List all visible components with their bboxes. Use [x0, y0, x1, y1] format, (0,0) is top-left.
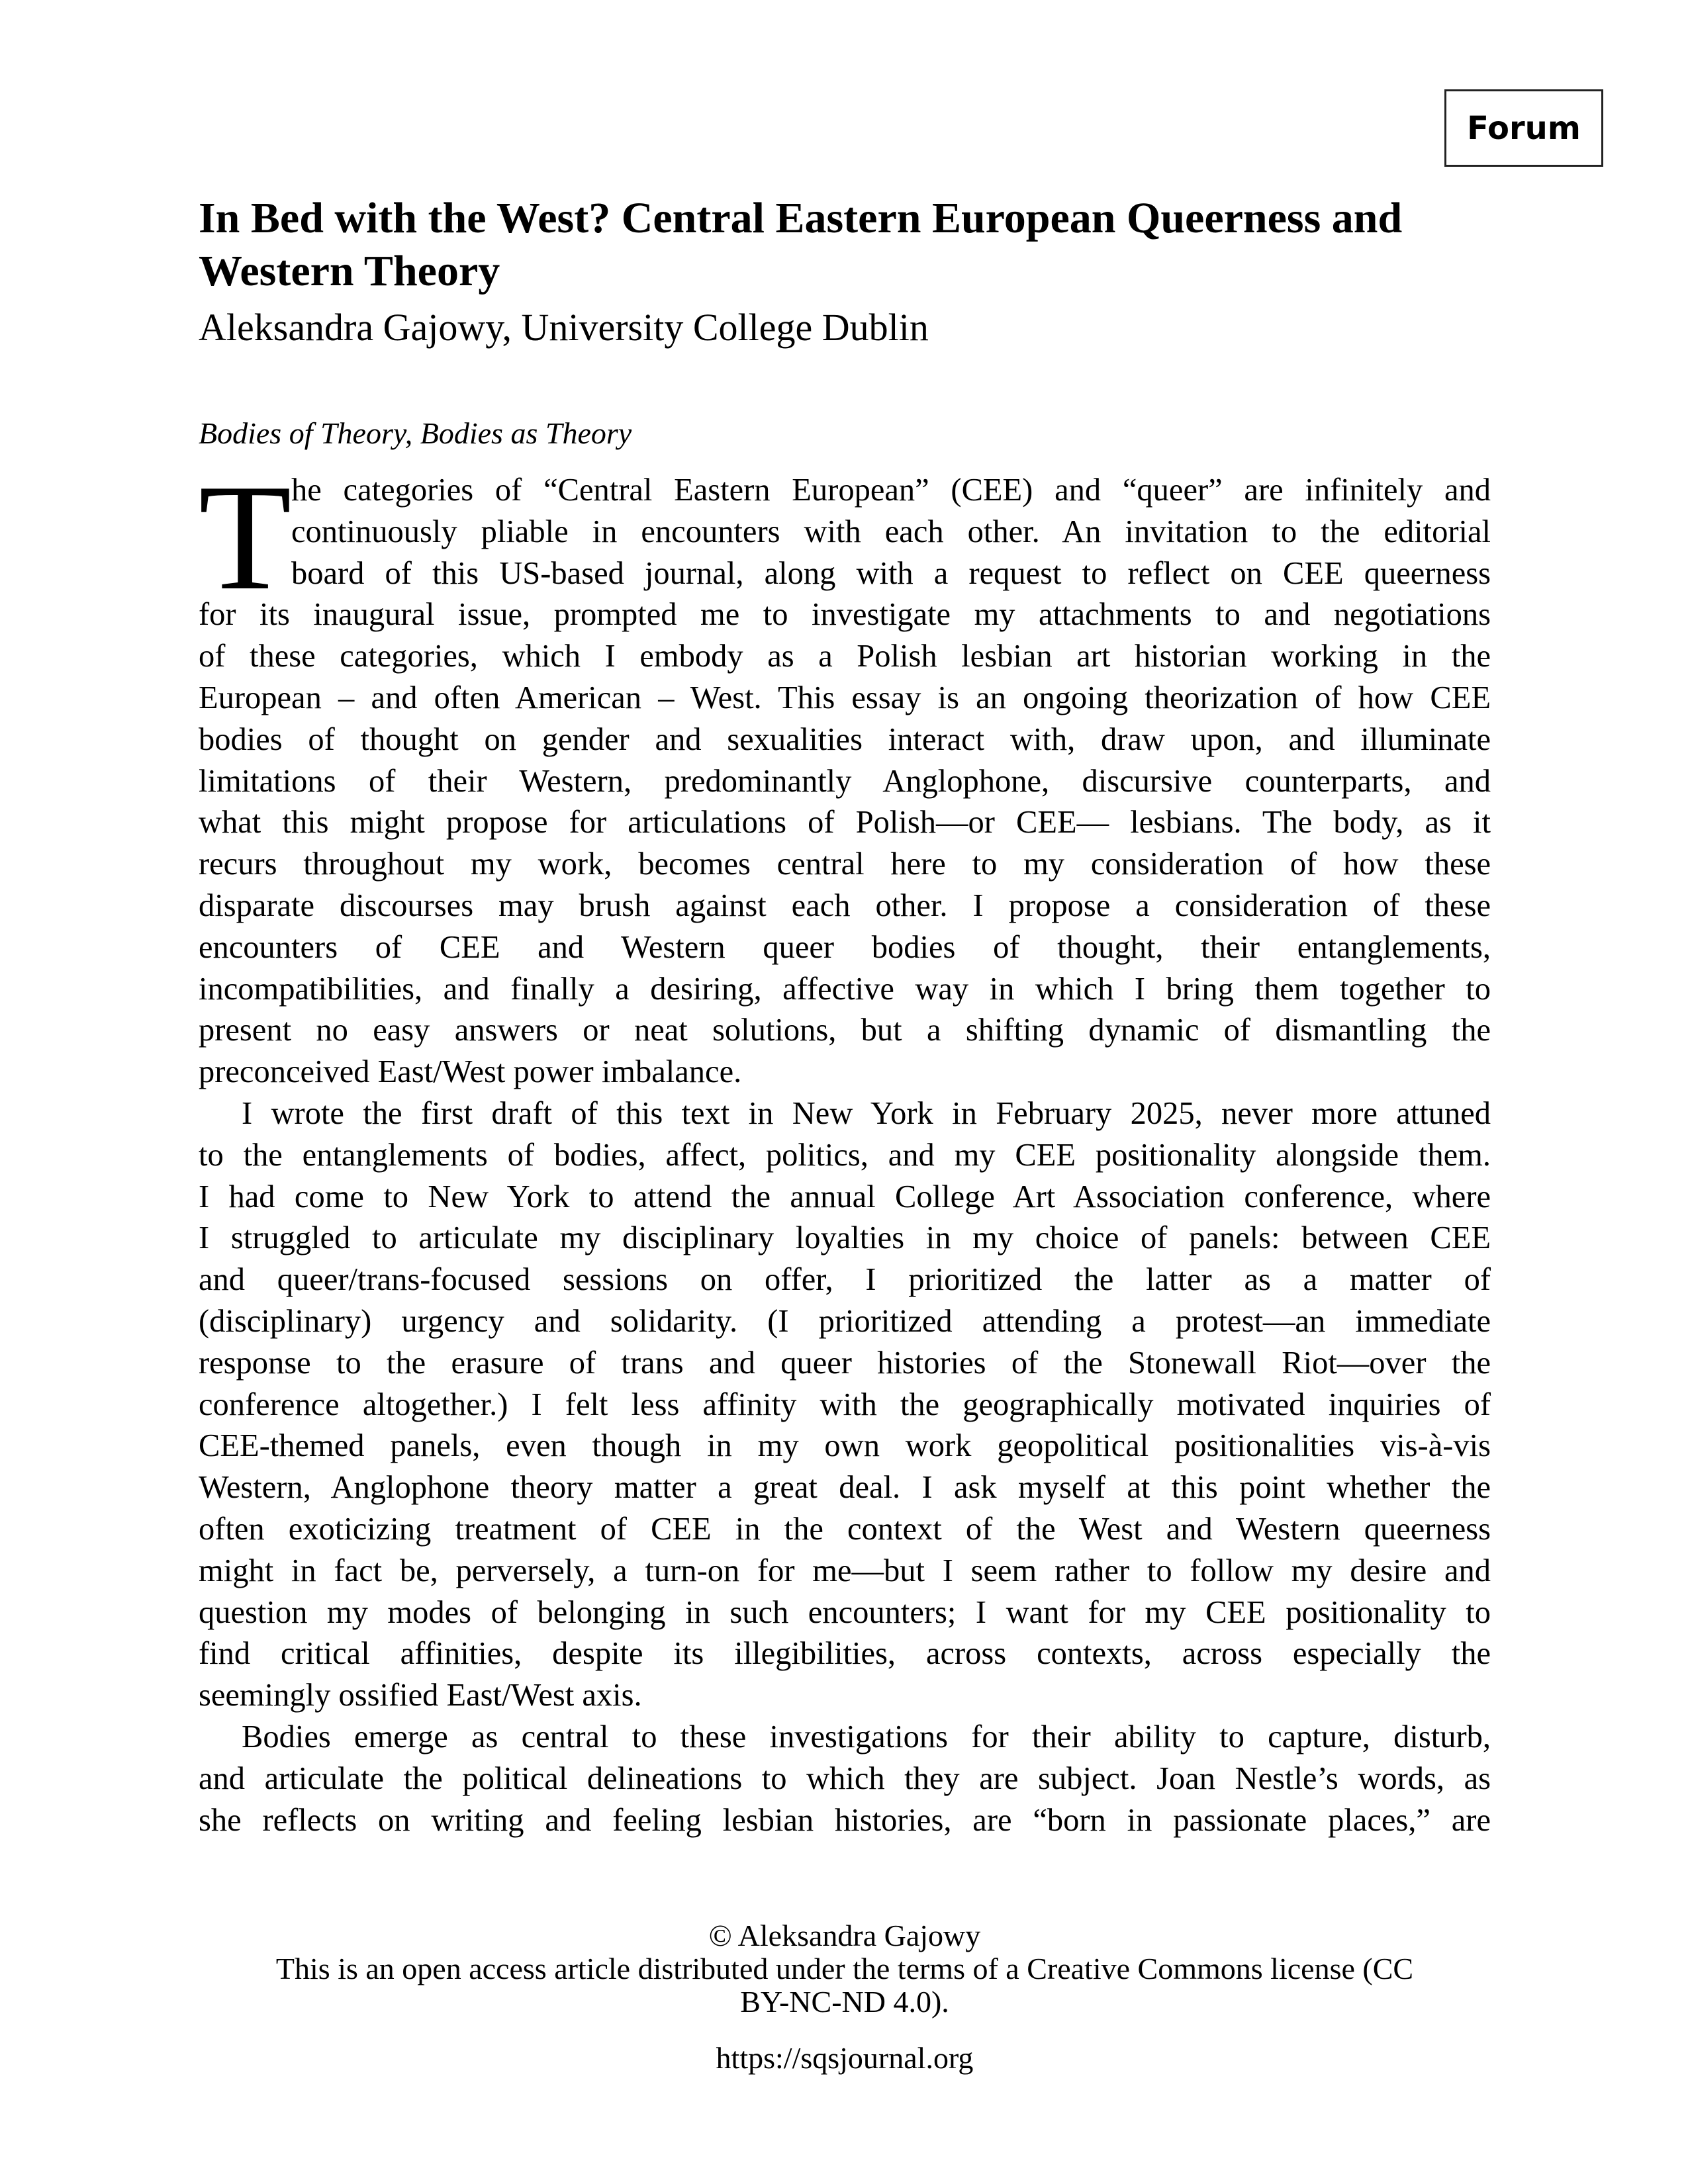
body-line: often exoticizing treatment of CEE in the context of the West and Western queerness	[199, 1511, 1491, 1547]
section-label-forum	[1444, 89, 1603, 167]
body-line: she reflects on writing and feeling lesbian histories, are “born in passionate places,” are	[199, 1802, 1491, 1838]
body-line: response to the erasure of trans and queer histories of the Stonewall Riot—over the	[199, 1345, 1491, 1381]
body-line: and articulate the political delineations to which they are subject. Joan Nestle’s words, as	[199, 1760, 1491, 1796]
section-label-text: Forum	[1467, 109, 1581, 147]
body-line: I wrote the first draft of this text in New York in February 2025, never more attuned	[242, 1095, 1491, 1131]
section-heading: Bodies of Theory, Bodies as Theory	[199, 416, 632, 450]
body-line: to the entanglements of bodies, affect, politics, and my CEE positionality alongside them.	[199, 1137, 1491, 1173]
body-line: find critical affinities, despite its illegibilities, across contexts, across especially the	[199, 1636, 1491, 1672]
body-line: board of this US-based journal, along with a request to reflect on CEE queerness	[291, 555, 1491, 591]
body-line: I struggled to articulate my disciplinary loyalties in my choice of panels: between CEE	[199, 1220, 1491, 1256]
license-footer	[199, 1919, 1491, 2019]
body-line: European – and often American – West. This essay is an ongoing theorization of how CEE	[199, 680, 1491, 715]
body-line: he categories of “Central Eastern European” (CEE) and “queer” are infinitely and	[291, 473, 1491, 508]
author-affiliation: Aleksandra Gajowy, University College Dublin	[199, 306, 929, 349]
journal-url[interactable]: https://sqsjournal.org	[716, 2041, 974, 2075]
body-line: continuously pliable in encounters with each other. An invitation to the editorial	[291, 514, 1491, 549]
license-text-line-1: This is an open access article distributed under the terms of a Creative Commons license (CC	[275, 1952, 1414, 1985]
body-line: limitations of their Western, predominantly Anglophone, discursive counterparts, and	[199, 763, 1491, 799]
body-line: recurs throughout my work, becomes central here to my consideration of how these	[199, 846, 1491, 882]
body-line: encounters of CEE and Western queer bodies of thought, their entanglements,	[199, 929, 1491, 965]
body-line: preconceived East/West power imbalance.	[199, 1054, 742, 1090]
body-line: conference altogether.) I felt less affinity with the geographically motivated inquiries of	[199, 1387, 1491, 1422]
body-line: seemingly ossified East/West axis.	[199, 1678, 642, 1713]
body-line: for its inaugural issue, prompted me to investigate my attachments to and negotiations	[199, 597, 1491, 633]
body-line: (disciplinary) urgency and solidarity. (I prioritized attending a protest—an immediate	[199, 1303, 1491, 1339]
body-line: and queer/trans-focused sessions on offer, I prioritized the latter as a matter of	[199, 1262, 1491, 1298]
body-line: might in fact be, perversely, a turn-on for me—but I seem rather to follow my desire and	[199, 1553, 1491, 1588]
body-line: disparate discourses may brush against each other. I propose a consideration of these	[199, 887, 1491, 923]
article-title: In Bed with the West? Central Eastern European Queerness and Western Theory	[199, 194, 1403, 295]
body-line: Western, Anglophone theory matter a great deal. I ask myself at this point whether the	[199, 1470, 1491, 1506]
body-line: I had come to New York to attend the annual College Art Association conference, where	[199, 1179, 1491, 1214]
body-line: present no easy answers or neat solutions, but a shifting dynamic of dismantling the	[199, 1013, 1491, 1048]
body-line: of these categories, which I embody as a Polish lesbian art historian working in the	[199, 639, 1491, 674]
body-line: CEE-themed panels, even though in my own work geopolitical positionalities vis-à-vis	[199, 1428, 1491, 1464]
body-line: what this might propose for articulations of Polish—or CEE— lesbians. The body, as it	[199, 805, 1491, 841]
copyright-notice: © Aleksandra Gajowy	[708, 1919, 981, 1952]
body-line: bodies of thought on gender and sexualities interact with, draw upon, and illuminate	[199, 721, 1491, 757]
body-line: question my modes of belonging in such encounters; I want for my CEE positionality to	[199, 1594, 1491, 1630]
article-body	[199, 453, 1491, 1841]
body-line: Bodies emerge as central to these investigations for their ability to capture, disturb,	[242, 1719, 1491, 1754]
body-line: incompatibilities, and finally a desiring, affective way in which I bring them together to	[199, 971, 1491, 1007]
drop-cap: T	[199, 453, 292, 621]
license-text-line-2: BY-NC-ND 4.0).	[740, 1985, 949, 2019]
